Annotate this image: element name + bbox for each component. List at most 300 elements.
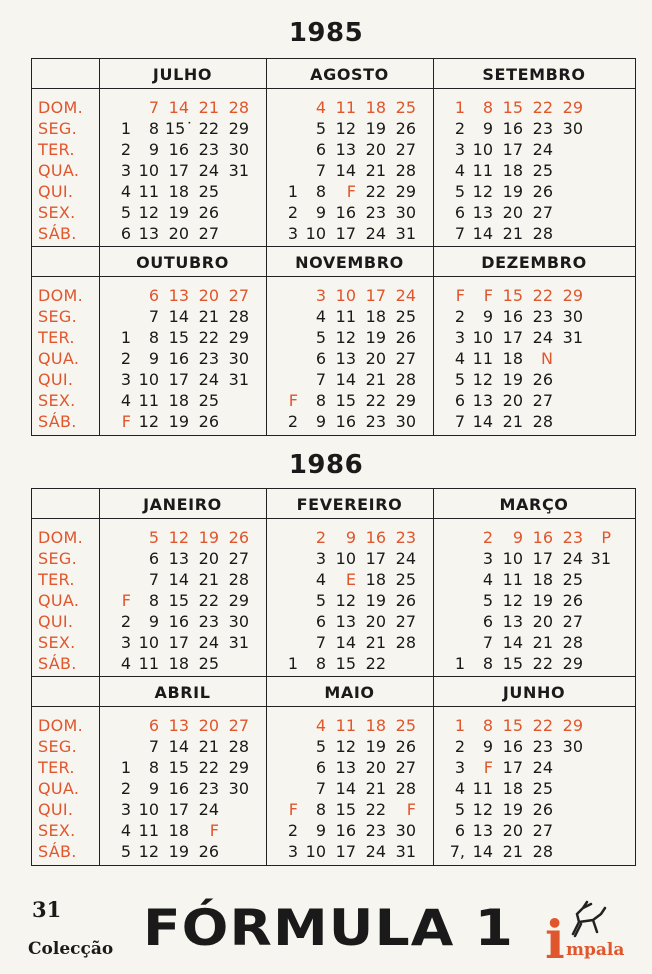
day-number: 9 [148, 140, 159, 159]
day-number: 24 [198, 633, 219, 652]
day-number: 23 [395, 528, 416, 547]
day-number: 3 [482, 549, 493, 568]
day-number: 13 [138, 224, 159, 243]
day-number: 10 [305, 224, 326, 243]
day-number: 27 [395, 758, 416, 777]
day-number: 16 [335, 203, 356, 222]
day-number: 18 [168, 821, 189, 840]
day-number: 22 [532, 654, 553, 673]
day-number: 19 [365, 737, 386, 756]
day-number: 15˙ [165, 119, 194, 138]
day-number: 21 [365, 370, 386, 389]
day-number: 14 [335, 779, 356, 798]
day-number: 25 [562, 570, 583, 589]
day-number: 13 [472, 821, 493, 840]
month-band [32, 677, 635, 865]
day-number: F [288, 391, 298, 410]
day-number: 15 [502, 654, 523, 673]
day-number: 31 [228, 633, 249, 652]
day-number: 25 [198, 391, 219, 410]
day-number: 12 [138, 203, 159, 222]
day-number: 10 [335, 286, 356, 305]
day-number: 26 [532, 182, 553, 201]
day-number: 3 [315, 549, 326, 568]
day-number: 2 [454, 737, 465, 756]
day-number: 28 [228, 307, 249, 326]
day-number: 24 [365, 224, 386, 243]
day-number: 27 [532, 203, 553, 222]
day-number: 3 [120, 633, 131, 652]
weekday-label: SEG. [38, 119, 77, 138]
day-number: 2 [454, 119, 465, 138]
day-number: 27 [228, 286, 249, 305]
weekday-label: DOM. [38, 716, 84, 735]
day-number: 6 [482, 612, 493, 631]
day-number: 4 [315, 716, 326, 735]
day-number: 21 [198, 98, 219, 117]
day-number: 28 [395, 779, 416, 798]
day-number: 11 [138, 654, 159, 673]
day-number: 5 [120, 842, 131, 861]
day-number: 27 [228, 549, 249, 568]
day-number: 5 [454, 370, 465, 389]
weekday-label: SEX. [38, 821, 76, 840]
day-number: 26 [395, 737, 416, 756]
day-number: 17 [502, 328, 523, 347]
day-number: 5 [454, 800, 465, 819]
day-number: 21 [365, 633, 386, 652]
day-number: F [483, 286, 493, 305]
day-number: 28 [228, 570, 249, 589]
day-number: 13 [168, 716, 189, 735]
day-number: 6 [148, 549, 159, 568]
day-number: 28 [395, 633, 416, 652]
day-number: 5 [482, 591, 493, 610]
day-number: 17 [335, 224, 356, 243]
day-number: 20 [168, 224, 189, 243]
day-number: 28 [228, 737, 249, 756]
day-number: 10 [138, 800, 159, 819]
day-number: 3 [454, 140, 465, 159]
day-number: 21 [365, 779, 386, 798]
day-number: 19 [502, 800, 523, 819]
day-number: 1 [287, 182, 298, 201]
calendar-1985 [31, 58, 636, 436]
day-number: 19 [365, 591, 386, 610]
day-number: 18 [365, 570, 386, 589]
weekday-label: SEX. [38, 391, 76, 410]
day-number: 20 [502, 821, 523, 840]
day-number: 25 [395, 98, 416, 117]
day-number: 25 [395, 307, 416, 326]
day-number: 15 [168, 591, 189, 610]
day-number: 12 [335, 328, 356, 347]
month-name: ABRIL [154, 683, 211, 702]
day-number: 15 [502, 716, 523, 735]
day-number: 7 [148, 570, 159, 589]
day-number: 1 [454, 98, 465, 117]
day-number: 6 [315, 140, 326, 159]
calendar-1986 [31, 488, 636, 866]
day-number: 23 [532, 307, 553, 326]
day-number: F [121, 591, 131, 610]
day-number: 14 [335, 370, 356, 389]
day-number: 11 [472, 779, 493, 798]
day-number: 23 [198, 612, 219, 631]
weekday-label: QUA. [38, 591, 80, 610]
day-number: 19 [365, 328, 386, 347]
day-number: 6 [454, 203, 465, 222]
day-number: 11 [335, 716, 356, 735]
weekday-label: SÁB. [38, 224, 77, 243]
day-number: 13 [168, 286, 189, 305]
day-number: 17 [502, 758, 523, 777]
day-number: 30 [562, 119, 583, 138]
day-number: 13 [335, 349, 356, 368]
month-name: AGOSTO [310, 65, 389, 84]
day-number: 22 [198, 328, 219, 347]
day-number: 14 [502, 633, 523, 652]
day-number: 10 [335, 549, 356, 568]
day-number: 9 [512, 528, 523, 547]
day-number: 3 [120, 370, 131, 389]
day-number: 9 [148, 612, 159, 631]
day-number: 8 [315, 391, 326, 410]
weekday-label: SÁB. [38, 654, 77, 673]
day-number: 19 [198, 528, 219, 547]
day-number: F [288, 800, 298, 819]
month-name: JUNHO [502, 683, 566, 702]
day-number: 23 [562, 528, 583, 547]
weekday-label: SÁB. [38, 412, 77, 431]
day-number: 4 [454, 779, 465, 798]
day-number: 20 [502, 391, 523, 410]
day-number: 19 [365, 119, 386, 138]
day-number: 26 [395, 591, 416, 610]
day-number: 3 [315, 286, 326, 305]
day-number: 8 [482, 98, 493, 117]
day-number: 11 [472, 161, 493, 180]
day-number: 9 [315, 203, 326, 222]
impala-logo [545, 900, 645, 971]
day-number: 17 [168, 161, 189, 180]
day-number: 26 [562, 591, 583, 610]
day-number: 16 [335, 821, 356, 840]
day-number: 1 [120, 328, 131, 347]
day-number: 10 [138, 633, 159, 652]
day-number: 27 [532, 391, 553, 410]
day-number: 24 [532, 758, 553, 777]
day-number: 13 [335, 140, 356, 159]
day-number: 4 [454, 161, 465, 180]
day-number: 21 [198, 737, 219, 756]
day-number: 16 [168, 140, 189, 159]
day-number: 14 [168, 98, 189, 117]
day-number: 20 [198, 549, 219, 568]
day-number: 21 [365, 161, 386, 180]
day-number: 2 [287, 821, 298, 840]
day-number: 31 [590, 549, 611, 568]
day-number: 1 [120, 758, 131, 777]
day-number: 12 [502, 591, 523, 610]
month-name: NOVEMBRO [295, 253, 404, 272]
day-number: 28 [395, 370, 416, 389]
day-number: 28 [532, 412, 553, 431]
day-number: 7 [315, 779, 326, 798]
day-number: 29 [228, 328, 249, 347]
day-number: 5 [120, 203, 131, 222]
day-number: 12 [138, 842, 159, 861]
day-number: 22 [365, 800, 386, 819]
day-number: 7 [148, 307, 159, 326]
day-number: 27 [562, 612, 583, 631]
weekday-label: TER. [38, 570, 75, 589]
day-number: F [483, 758, 493, 777]
day-number: 25 [395, 570, 416, 589]
weekday-label: SEG. [38, 549, 77, 568]
day-number: 19 [168, 203, 189, 222]
impala-antelope-icon [567, 900, 613, 940]
day-number: 16 [168, 349, 189, 368]
day-number: 5 [315, 328, 326, 347]
day-number: 3 [120, 800, 131, 819]
day-number: 20 [502, 203, 523, 222]
day-number: 8 [148, 119, 159, 138]
weekday-label: QUI. [38, 612, 74, 631]
day-number: 14 [335, 633, 356, 652]
day-number: 4 [120, 391, 131, 410]
collection-label: Colecção [28, 939, 114, 959]
day-number: 21 [502, 412, 523, 431]
day-number: 3 [120, 161, 131, 180]
day-number: 16 [365, 528, 386, 547]
day-number: 4 [315, 98, 326, 117]
day-number: 6 [148, 286, 159, 305]
day-number: 9 [148, 779, 159, 798]
day-number: 10 [472, 140, 493, 159]
day-number: 29 [562, 654, 583, 673]
day-number: 15 [335, 800, 356, 819]
weekday-label: DOM. [38, 286, 84, 305]
day-number: 18 [365, 716, 386, 735]
year-1985: 1985 [288, 18, 364, 48]
weekday-label: DOM. [38, 528, 84, 547]
day-number: 24 [198, 800, 219, 819]
day-number: 25 [198, 182, 219, 201]
day-number: 24 [395, 549, 416, 568]
day-number: 22 [532, 716, 553, 735]
day-number: 22 [365, 654, 386, 673]
day-number: 26 [532, 370, 553, 389]
day-number: 18 [365, 307, 386, 326]
day-number: 15 [168, 328, 189, 347]
day-number: 1 [120, 119, 131, 138]
day-number: 25 [395, 716, 416, 735]
day-number: 20 [365, 349, 386, 368]
weekday-label: TER. [38, 140, 75, 159]
day-number: 29 [228, 591, 249, 610]
day-number: 17 [168, 370, 189, 389]
brand-title: FÓRMULA 1 [143, 899, 515, 957]
day-number: 17 [168, 633, 189, 652]
day-number: 7 [148, 98, 159, 117]
day-number: 18 [168, 654, 189, 673]
day-number: 27 [395, 349, 416, 368]
day-number: 22 [198, 591, 219, 610]
day-number: 4 [454, 349, 465, 368]
day-number: 28 [562, 633, 583, 652]
weekday-label: SÁB. [38, 842, 77, 861]
day-number: 4 [315, 307, 326, 326]
weekday-label: TER. [38, 758, 75, 777]
day-number: 6 [120, 224, 131, 243]
day-number: 2 [315, 528, 326, 547]
day-number: 24 [365, 842, 386, 861]
day-number: 19 [502, 370, 523, 389]
day-number: 26 [228, 528, 249, 547]
day-number: 31 [228, 161, 249, 180]
day-number: 30 [395, 821, 416, 840]
day-number: 15 [168, 758, 189, 777]
day-number: 23 [365, 203, 386, 222]
day-number: 19 [502, 182, 523, 201]
day-number: 26 [395, 119, 416, 138]
day-number: 17 [335, 842, 356, 861]
day-number: 8 [148, 328, 159, 347]
day-number: 22 [365, 391, 386, 410]
day-number: 13 [335, 612, 356, 631]
day-number: 29 [562, 716, 583, 735]
day-number: 14 [168, 737, 189, 756]
month-name: MAIO [324, 683, 375, 702]
day-number: 20 [365, 758, 386, 777]
day-number: 4 [315, 570, 326, 589]
day-number: 14 [168, 570, 189, 589]
day-number: 18 [532, 570, 553, 589]
month-name: OUTUBRO [136, 253, 229, 272]
weekday-label: TER. [38, 328, 75, 347]
day-number: 23 [365, 412, 386, 431]
day-number: 30 [395, 203, 416, 222]
day-number: 11 [335, 307, 356, 326]
day-number: 9 [482, 307, 493, 326]
day-number: 28 [228, 98, 249, 117]
weekday-label: SEG. [38, 307, 77, 326]
day-number: 13 [502, 612, 523, 631]
day-number: 29 [228, 119, 249, 138]
day-number: 4 [120, 182, 131, 201]
day-number: 5 [148, 528, 159, 547]
day-number: 30 [228, 779, 249, 798]
day-number: 11 [138, 821, 159, 840]
day-number: 16 [502, 119, 523, 138]
day-number: F [406, 800, 416, 819]
day-number: 25 [532, 779, 553, 798]
day-number: 11 [335, 98, 356, 117]
day-number: F [121, 412, 131, 431]
day-number: 12 [472, 370, 493, 389]
day-number: 8 [315, 654, 326, 673]
day-number: 14 [472, 412, 493, 431]
day-number: 13 [472, 203, 493, 222]
day-number: 23 [532, 119, 553, 138]
day-number: 26 [532, 800, 553, 819]
day-number: 19 [168, 412, 189, 431]
day-number: 13 [335, 758, 356, 777]
weekday-label: QUI. [38, 182, 74, 201]
day-number: 11 [502, 570, 523, 589]
day-number: 19 [532, 591, 553, 610]
day-number: 5 [454, 182, 465, 201]
weekday-label: QUA. [38, 779, 80, 798]
day-number: 25 [532, 161, 553, 180]
day-number: 9 [315, 821, 326, 840]
day-number: 12 [168, 528, 189, 547]
day-number: 17 [365, 286, 386, 305]
day-number: 2 [454, 307, 465, 326]
month-band [32, 247, 635, 435]
day-number: 4 [482, 570, 493, 589]
day-number: 18 [502, 349, 523, 368]
day-number: 15 [335, 391, 356, 410]
day-number: 10 [305, 842, 326, 861]
day-number: 9 [482, 119, 493, 138]
day-number: 21 [198, 570, 219, 589]
year-1986: 1986 [288, 450, 364, 480]
day-number: 14 [168, 307, 189, 326]
day-number: 17 [532, 549, 553, 568]
day-number: 24 [395, 286, 416, 305]
day-number: 17 [168, 800, 189, 819]
day-number: 3 [287, 842, 298, 861]
day-number: 9 [482, 737, 493, 756]
day-number: 20 [365, 140, 386, 159]
day-number: 14 [335, 161, 356, 180]
day-number: 30 [395, 412, 416, 431]
day-number: 9 [315, 412, 326, 431]
day-number: 17 [365, 549, 386, 568]
day-number: 16 [502, 737, 523, 756]
day-number: 9 [148, 349, 159, 368]
day-number: 30 [562, 737, 583, 756]
day-number: 2 [120, 612, 131, 631]
day-number: 29 [395, 182, 416, 201]
weekday-label: SEX. [38, 633, 76, 652]
day-number: 13 [168, 549, 189, 568]
day-number: 22 [198, 758, 219, 777]
day-number: 4 [120, 821, 131, 840]
day-number: 10 [472, 328, 493, 347]
day-number: 26 [395, 328, 416, 347]
day-number: 26 [198, 842, 219, 861]
day-number: F [209, 821, 219, 840]
day-number: 22 [365, 182, 386, 201]
day-number: 8 [315, 800, 326, 819]
weekday-label: QUI. [38, 370, 74, 389]
day-number: 30 [228, 612, 249, 631]
day-number: 6 [315, 612, 326, 631]
day-number: 14 [472, 842, 493, 861]
impala-logo-initial: i [545, 910, 565, 971]
day-number: 20 [365, 612, 386, 631]
day-number: 29 [562, 98, 583, 117]
day-number: 15 [502, 98, 523, 117]
day-number: 2 [120, 349, 131, 368]
day-number: 21 [502, 224, 523, 243]
day-number: 18 [365, 98, 386, 117]
day-number: 18 [168, 182, 189, 201]
day-number: 11 [138, 391, 159, 410]
